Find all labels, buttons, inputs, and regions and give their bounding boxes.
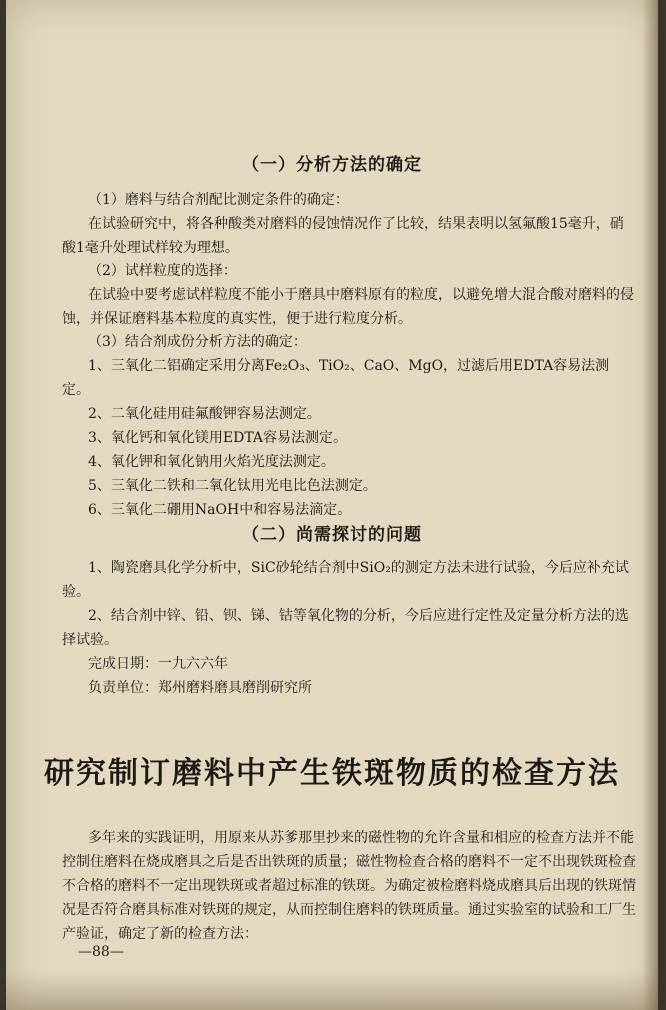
method-item: 4、氧化钾和氧化钠用火焰光度法测定。 <box>88 454 335 470</box>
section1-title: （一）分析方法的确定 <box>242 155 422 175</box>
item1-heading: （1）磨料与结合剂配比测定条件的确定： <box>88 192 349 208</box>
issue-item: 2、结合剂中锌、铅、钡、锑、钴等氧化物的分析，今后应进行定性及定量分析方法的选择试验。 <box>62 608 629 648</box>
page-edge-shadow <box>642 0 658 1010</box>
responsible-unit: 负责单位：郑州磨料磨具磨削研究所 <box>88 680 312 696</box>
method-item: 3、氧化钙和氧化镁用EDTA容易法测定。 <box>88 430 348 446</box>
issue-item: 1、陶瓷磨具化学分析中，SiC砂轮结合剂中SiO₂的测定方法未进行试验，今后应补充试验。 <box>62 560 629 600</box>
method-item: 6、三氧化二硼用NaOH中和容易法滴定。 <box>88 502 352 518</box>
method-item: 1、三氧化二铝确定采用分离Fe₂O₃、TiO₂、CaO、MgO，过滤后用EDTA容易法测定。 <box>62 358 610 398</box>
article-intro: 多年来的实践证明，用原来从苏爹那里抄来的磁性物的允许含量和相应的检查方法并不能控制住磨料在烧成磨具之后是否出铁斑的质量；磁性物检查合格的磨料不一定不出现铁斑检查不合格的磨料不一定出现铁斑或者超过标准的铁斑。为确定被检磨料烧成磨具后出现的铁斑情况是否符合磨具标准对铁斑的规定，从而控制住磨料的铁斑质量。通过实验室的试验和工厂生产验证，确定了新的检查方法： <box>62 830 636 942</box>
item3-heading: （3）结合剂成份分析方法的确定： <box>88 334 307 350</box>
article-title: 研究制订磨料中产生铁斑物质的检查方法 <box>44 756 620 791</box>
item2-heading: （2）试样粒度的选择： <box>88 263 237 279</box>
completion-date: 完成日期：一九六六年 <box>88 656 228 672</box>
page-bottom-shadow <box>6 970 658 1010</box>
method-item: 5、三氧化二铁和二氧化钛用光电比色法测定。 <box>88 478 377 494</box>
method-item: 2、二氧化硅用硅氟酸钾容易法测定。 <box>88 406 321 422</box>
document-page <box>6 0 658 1010</box>
item2-body: 在试验中要考虑试样粒度不能小于磨具中磨料原有的粒度，以避免增大混合酸对磨料的侵蚀，并保证磨料基本粒度的真实性，便于进行粒度分析。 <box>62 287 634 327</box>
section2-title: （二）尚需探讨的问题 <box>242 525 422 545</box>
page-number: —88— <box>78 944 124 960</box>
item1-body: 在试验研究中，将各种酸类对磨料的侵蚀情况作了比较，结果表明以氢氟酸15毫升，硝酸1毫升处理试样较为理想。 <box>62 216 624 256</box>
